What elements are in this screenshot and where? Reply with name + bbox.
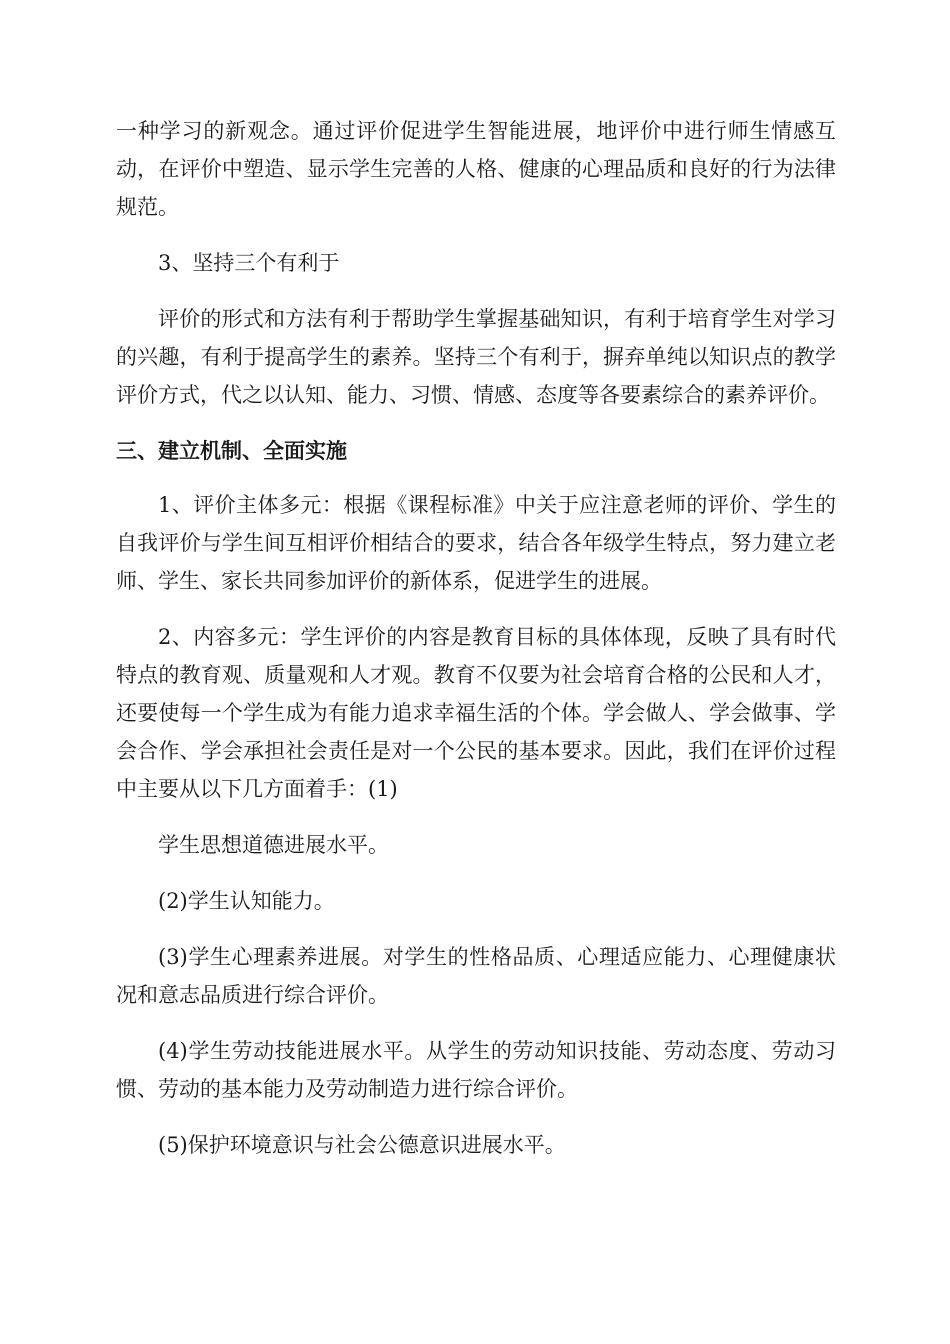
subheading-three-benefits: 3、坚持三个有利于 <box>158 251 340 275</box>
section-heading: 三、建立机制、全面实施 <box>116 439 347 463</box>
list-item: (5)保护环境意识与社会公德意识进展水平。 <box>158 1133 566 1157</box>
list-item: (2)学生认知能力。 <box>158 889 335 913</box>
paragraph: 2、内容多元：学生评价的内容是教育目标的具体体现，反映了具有时代特点的教育观、质量观和人才观。教育不仅要为社会培育合格的公民和人才，还要使每一个学生成为有能力追求幸福生活的个体。学会做人、学会做事、学会合作、学会承担社会责任是对一个公民的基本要求。因此，我们在评价过程中主要从以下几方面着手：(1) <box>116 625 836 801</box>
document-body <box>116 112 836 1182</box>
list-item: (4)学生劳动技能进展水平。从学生的劳动知识技能、劳动态度、劳动习惯、劳动的基本能力及劳动制造力进行综合评价。 <box>116 1039 836 1101</box>
paragraph: 一种学习的新观念。通过评价促进学生智能进展，地评价中进行师生情感互动，在评价中塑造、显示学生完善的人格、健康的心理品质和良好的行为法律规范。 <box>116 119 836 219</box>
list-item: 学生思想道德进展水平。 <box>158 833 389 857</box>
paragraph: 1、评价主体多元：根据《课程标准》中关于应注意老师的评价、学生的自我评价与学生间互相评价相结合的要求，结合各年级学生特点，努力建立老师、学生、家长共同参加评价的新体系，促进学生的进展。 <box>116 493 836 593</box>
list-item: (3)学生心理素养进展。对学生的性格品质、心理适应能力、心理健康状况和意志品质进行综合评价。 <box>116 945 836 1007</box>
paragraph: 评价的形式和方法有利于帮助学生掌握基础知识，有利于培育学生对学习的兴趣，有利于提高学生的素养。坚持三个有利于，摒弃单纯以知识点的教学评价方式，代之以认知、能力、习惯、情感、态度等各要素综合的素养评价。 <box>116 307 836 407</box>
